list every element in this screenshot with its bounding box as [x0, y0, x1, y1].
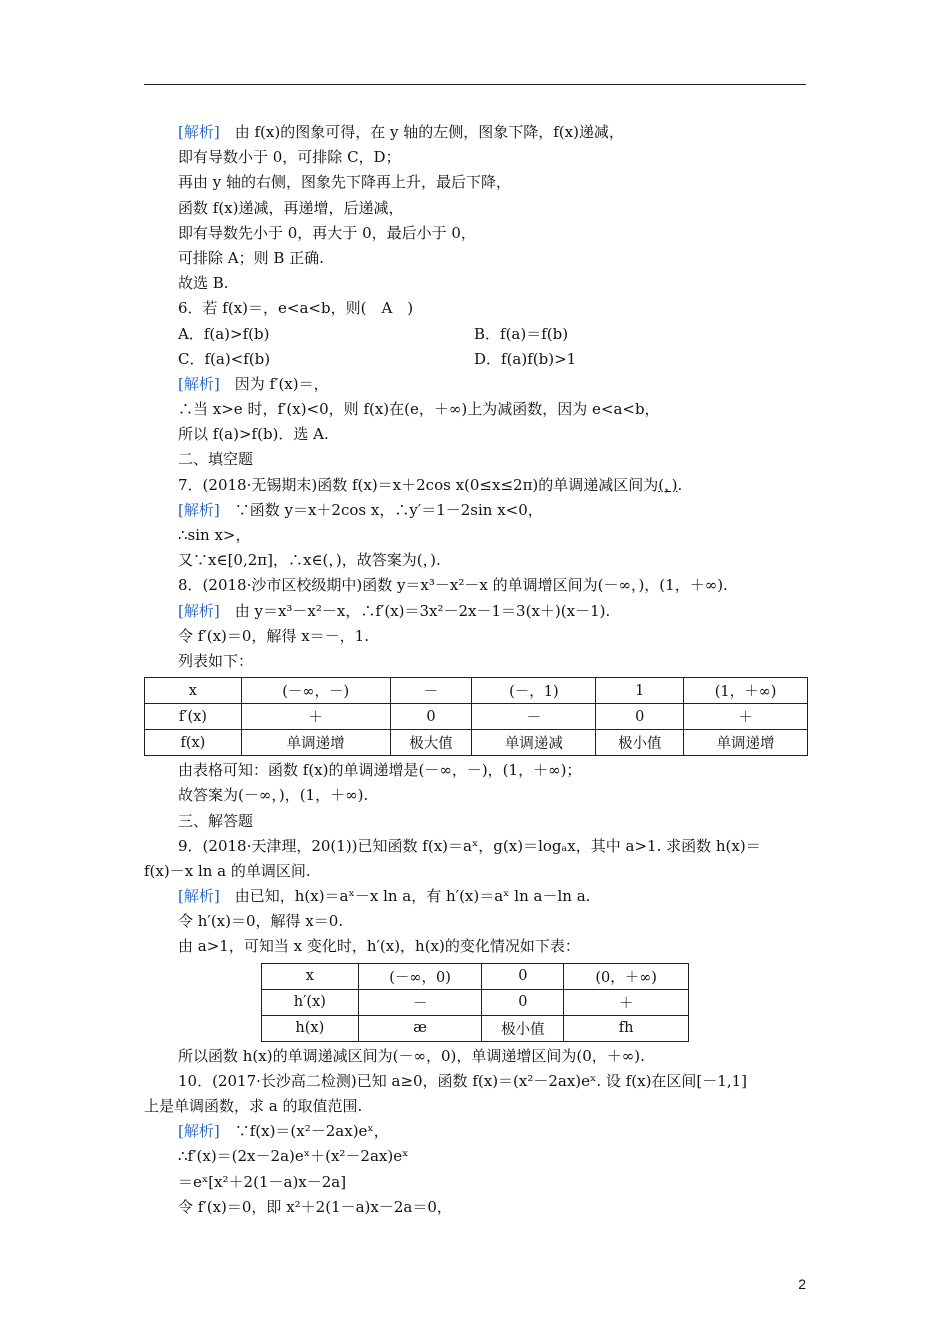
table-cell: 单调递增	[684, 730, 808, 756]
option-c: C．f(a)<f(b)	[178, 349, 271, 368]
table-cell: 极小值	[482, 1015, 564, 1041]
table-cell: 极小值	[596, 730, 684, 756]
table-row	[145, 704, 808, 730]
table-cell: －	[390, 678, 472, 704]
table-cell: x	[145, 678, 242, 704]
table-cell: ＋	[241, 704, 390, 730]
analysis-tag: [解析]	[178, 887, 220, 906]
text-line: [解析] 由 y＝x³－x²－x，∴f′(x)＝3x²－2x－1＝3(x＋)(x－1).	[178, 601, 611, 620]
text-line: f(x)－x ln a 的单调区间.	[144, 861, 311, 880]
text-line: ∴sin x>，	[178, 526, 251, 544]
table-cell: ＋	[564, 989, 689, 1015]
text-line: [解析] 由已知，h(x)＝aˣ－x ln a，有 h′(x)＝aˣ ln a－ln a.	[178, 887, 591, 906]
table-cell: 单调递增	[241, 730, 390, 756]
table-cell: 单调递减	[472, 730, 596, 756]
question-7	[178, 473, 818, 498]
question-9: 9．(2018·天津理，20(1))已知函数 f(x)＝aˣ，g(x)＝logₐx，其中 a>1. 求函数 h(x)＝	[178, 836, 761, 855]
analysis-tag: [解析]	[178, 374, 220, 393]
table-cell: 0	[596, 704, 684, 730]
table-cell: －	[358, 989, 482, 1015]
analysis-tag: [解析]	[178, 500, 220, 519]
table-cell: æ	[358, 1015, 482, 1041]
table-1-wrap	[178, 677, 818, 756]
text-line: [解析] 因为 f′(x)＝，	[178, 374, 329, 393]
table-cell: h′(x)	[262, 989, 359, 1015]
option-a: A．f(a)>f(b)	[178, 324, 270, 343]
text-line: 即有导数小于 0，可排除 C，D；	[178, 148, 401, 167]
text-line: 所以函数 h(x)的单调递减区间为(－∞，0)，单调递增区间为(0，＋∞).	[178, 1046, 645, 1065]
monotonic-table-2	[261, 963, 689, 1042]
answer-blank: (，)	[658, 475, 678, 494]
table-cell: x	[262, 963, 359, 989]
option-b: B．f(a)＝f(b)	[474, 324, 569, 343]
table-cell: (－，1)	[472, 678, 596, 704]
table-cell: (0，＋∞)	[564, 963, 689, 989]
option-d: D．f(a)f(b)>1	[474, 349, 577, 368]
table-cell: (－∞，0)	[358, 963, 482, 989]
period: .	[677, 475, 683, 494]
table-cell: 0	[482, 963, 564, 989]
text-line: ∴f′(x)＝(2x－2a)eˣ＋(x²－2ax)eˣ	[178, 1147, 409, 1166]
options-row	[178, 347, 818, 372]
table-row	[262, 989, 689, 1015]
question-6: 6．若 f(x)＝，e<a<b，则( A )	[178, 299, 414, 318]
table-cell: 1	[596, 678, 684, 704]
text-line: 再由 y 轴的右侧，图象先下降再上升，最后下降，	[178, 173, 512, 192]
question-8: 8．(2018·沙市区校级期中)函数 y＝x³－x²－x 的单调增区间为(－∞，)，(1，＋∞).	[178, 576, 728, 595]
text-line: 故答案为(－∞，)，(1，＋∞).	[178, 786, 369, 805]
page-content	[144, 120, 818, 1220]
text-line: 由表格可知：函数 f(x)的单调递增是(－∞，－)，(1，＋∞)；	[178, 761, 582, 780]
text-line: 即有导数先小于 0，再大于 0，最后小于 0，	[178, 223, 476, 242]
table-cell: 0	[482, 989, 564, 1015]
analysis-tag: [解析]	[178, 601, 220, 620]
table-cell: 极大值	[390, 730, 472, 756]
text-line: 令 h′(x)＝0，解得 x＝0.	[178, 912, 344, 931]
section-heading: 三、解答题	[178, 811, 254, 830]
table-cell: ＋	[684, 704, 808, 730]
monotonic-table-1	[144, 677, 808, 756]
table-cell: (1，＋∞)	[684, 678, 808, 704]
table-cell: f′(x)	[145, 704, 242, 730]
table-cell: －	[472, 704, 596, 730]
text-line: ＝eˣ[x²＋2(1－a)x－2a]	[178, 1172, 347, 1191]
section-heading: 二、填空题	[178, 450, 254, 469]
text-line: 由 a>1，可知当 x 变化时，h′(x)，h(x)的变化情况如下表：	[178, 937, 580, 956]
text-line: 令 f′(x)＝0，即 x²＋2(1－a)x－2a＝0，	[178, 1197, 452, 1216]
text-line: 可排除 A；则 B 正确.	[178, 248, 324, 267]
question-10: 10．(2017·长沙高二检测)已知 a≥0，函数 f(x)＝(x²－2ax)eˣ. 设 f(x)在区间[－1,1]	[178, 1071, 747, 1090]
text-line: 函数 f(x)递减，再递增，后递减，	[178, 198, 404, 217]
question-7-text: 7．(2018·无锡期末)函数 f(x)＝x＋2cos x(0≤x≤2π)的单调递减区间为	[178, 475, 659, 494]
table-cell: 0	[390, 704, 472, 730]
options-row	[178, 322, 818, 347]
text-line: [解析] 由 f(x)的图象可得，在 y 轴的左侧，图象下降，f(x)递减，	[178, 123, 624, 141]
table-cell: fh	[564, 1015, 689, 1041]
page-number: 2	[798, 1276, 806, 1292]
text-line: [解析] ∵f(x)＝(x²－2ax)eˣ，	[178, 1122, 389, 1141]
text-line: 所以 f(a)>f(b)．选 A.	[178, 425, 329, 444]
analysis-tag: [解析]	[178, 123, 220, 141]
table-cell: (－∞，－)	[241, 678, 390, 704]
text-line: 故选 B.	[178, 274, 229, 293]
text-line: ∴当 x>e 时，f′(x)<0，则 f(x)在(e，＋∞)上为减函数，因为 e<a<b，	[178, 400, 660, 419]
text-line: 列表如下：	[178, 651, 254, 670]
table-cell: h(x)	[262, 1015, 359, 1041]
table-2-wrap	[178, 963, 818, 1042]
text-line: 令 f′(x)＝0，解得 x＝－，1.	[178, 626, 369, 645]
table-row	[145, 678, 808, 704]
text-line: [解析] ∵函数 y＝x＋2cos x，∴y′＝1－2sin x<0，	[178, 500, 543, 519]
table-row	[262, 1015, 689, 1041]
text-line: 又∵x∈[0,2π]，∴x∈(，)，故答案为(，).	[178, 551, 441, 570]
header-rule	[144, 84, 806, 85]
text-line: 上是单调函数，求 a 的取值范围.	[144, 1097, 363, 1115]
table-row	[262, 963, 689, 989]
table-row	[145, 730, 808, 756]
analysis-tag: [解析]	[178, 1122, 220, 1141]
table-cell: f(x)	[145, 730, 242, 756]
